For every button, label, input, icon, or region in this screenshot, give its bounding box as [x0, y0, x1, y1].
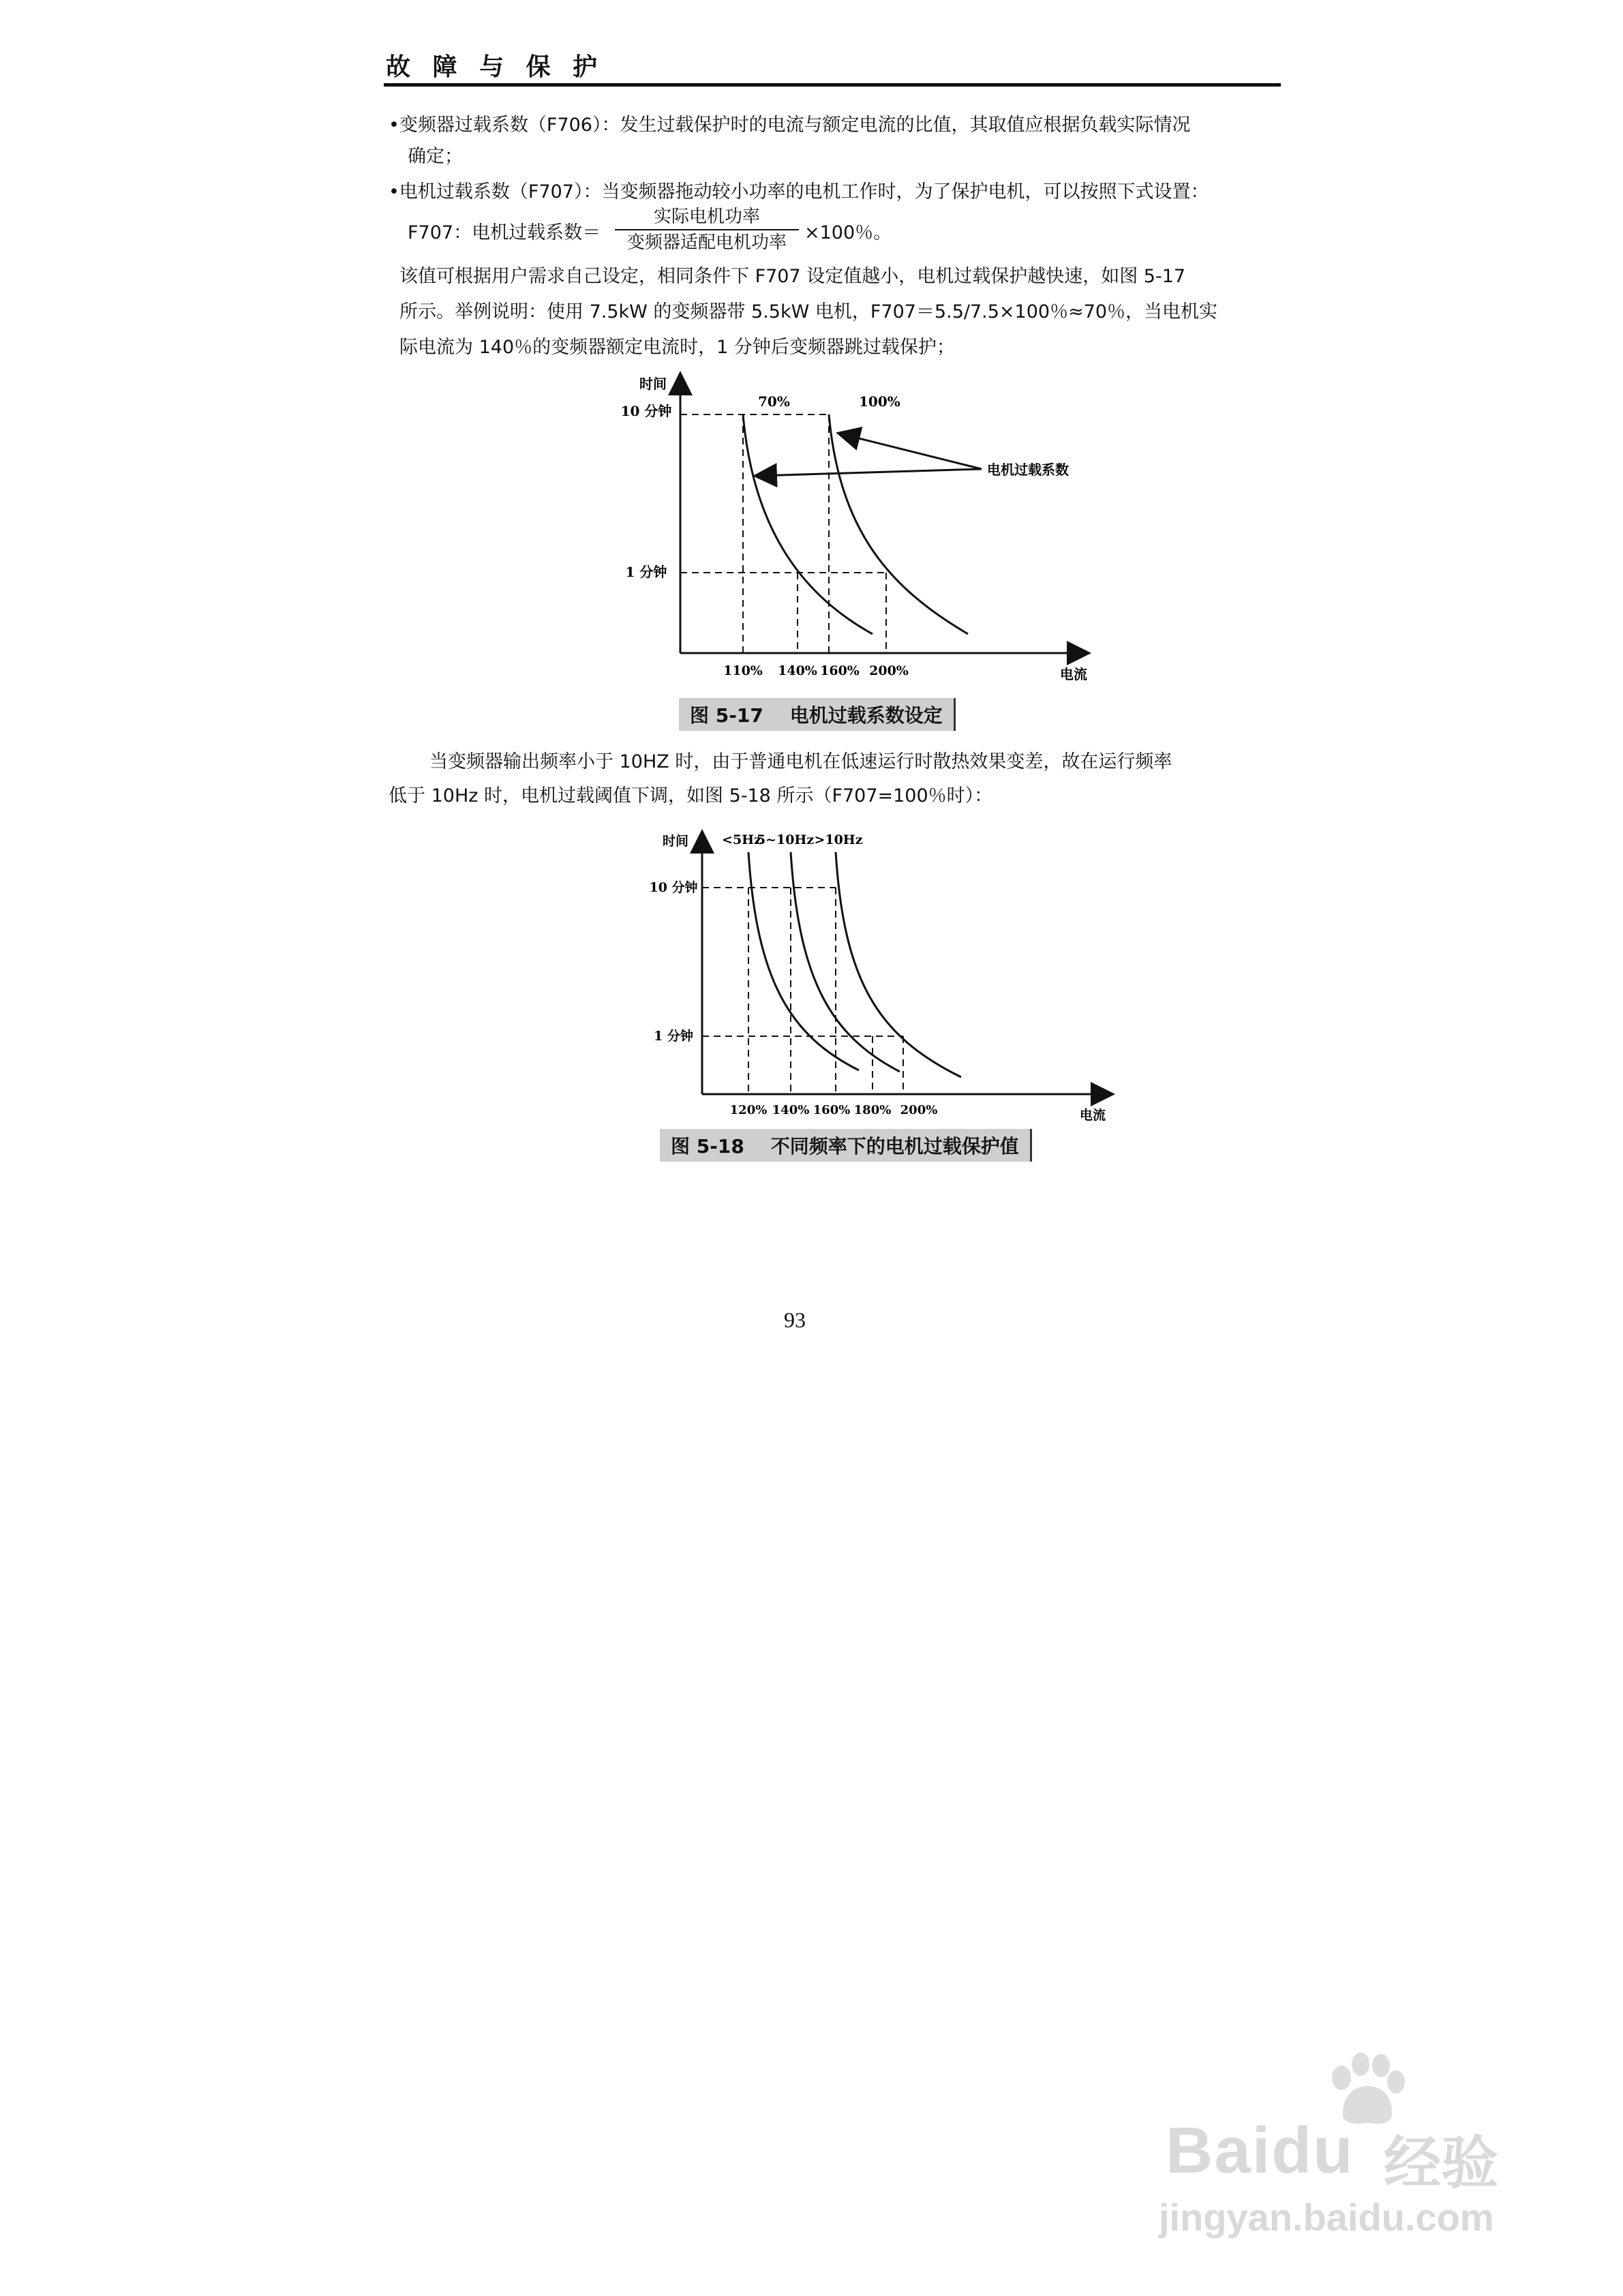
curve-lt5hz: [748, 852, 859, 1070]
paragraph-f707-line1: •电机过载系数（F707）：当变频器拖动较小功率的电机工作时，为了保护电机，可以按照下式设置：: [389, 181, 1209, 202]
y-tick-1min: 1 分钟: [654, 1029, 693, 1044]
x-axis-label: 电流: [1060, 666, 1087, 682]
paragraph-explain-line3: 际电流为 140％的变频器额定电流时，1 分钟后变频器跳过载保护；: [399, 337, 955, 358]
watermark-product: 经验: [1384, 2131, 1499, 2195]
annotation-arrow-lower: [757, 469, 982, 476]
figure-5-18-caption: 图 5-18 不同频率下的电机过载保护值: [660, 1129, 1032, 1162]
watermark-url: jingyan.baidu.com: [1159, 2196, 1494, 2239]
annotation-label: 电机过载系数: [987, 462, 1069, 478]
series-label-5-10hz: 5~10Hz: [756, 832, 815, 847]
header-rule: [384, 83, 1281, 87]
annotation-arrow-upper: [840, 434, 982, 469]
x-tick-140: 140%: [778, 663, 817, 678]
guide-lines: [680, 414, 886, 653]
series-label-lt5hz: <5Hz: [722, 832, 761, 847]
figure-5-17-caption: 图 5-17 电机过载系数设定: [679, 698, 956, 731]
curve-70-percent: [743, 414, 873, 634]
y-axis-label: 时间: [662, 834, 688, 849]
page-number: 93: [784, 1308, 806, 1332]
paragraph-explain-line1: 该值可根据用户需求自己设定，相同条件下 F707 设定值越小，电机过载保护越快速，如图 5-17: [399, 266, 1186, 287]
formula-denominator: 变频器适配电机功率: [626, 232, 787, 253]
x-tick-180: 180%: [853, 1103, 892, 1117]
x-tick-200: 200%: [900, 1103, 938, 1117]
x-axis-label: 电流: [1079, 1108, 1106, 1123]
paragraph-f706-line1: •变频器过载系数（F706）：发生过载保护时的电流与额定电流的比值，其取值应根据负载实际情况: [389, 115, 1191, 136]
x-tick-120: 120%: [729, 1103, 768, 1117]
x-tick-110: 110%: [723, 663, 763, 678]
formula-numerator: 实际电机功率: [653, 207, 760, 227]
paragraph-lowfreq-line2: 低于 10Hz 时，电机过载阈值下调，如图 5-18 所示（F707=100％时）：: [389, 785, 993, 806]
formula-fraction-bar: [615, 229, 799, 230]
y-axis-label: 时间: [639, 376, 667, 392]
formula-suffix: ×100％。: [804, 222, 892, 243]
series-label-gt10hz: >10Hz: [814, 832, 863, 847]
page-header: 故 障 与 保 护: [386, 53, 605, 81]
x-tick-160: 160%: [820, 663, 860, 678]
baidu-jingyan-watermark: [1159, 2052, 1541, 2256]
formula-fraction: [615, 206, 799, 254]
series-label-70: 70%: [758, 393, 790, 410]
paragraph-lowfreq-line1: 当变频器输出频率小于 10HZ 时，由于普通电机在低速运行时散热效果变差，故在运行频率: [429, 751, 1172, 772]
figure-5-18-chart: [627, 818, 1118, 1125]
guide-lines: [702, 888, 903, 1094]
watermark-brand: Baidu: [1166, 2114, 1354, 2187]
x-tick-200: 200%: [869, 663, 909, 678]
curve-5-10hz: [791, 852, 900, 1072]
y-tick-10min: 10 分钟: [649, 880, 698, 895]
paragraph-explain-line2: 所示。举例说明：使用 7.5kW 的变频器带 5.5kW 电机，F707＝5.5/7.5×100％≈70％，当电机实: [399, 301, 1218, 322]
x-tick-140: 140%: [772, 1103, 810, 1117]
y-tick-10min: 10 分钟: [620, 403, 672, 419]
y-tick-1min: 1 分钟: [625, 564, 667, 580]
series-label-100: 100%: [859, 393, 900, 410]
curve-gt10hz: [836, 852, 961, 1077]
paragraph-f706-line2: 确定；: [408, 146, 463, 167]
x-tick-160: 160%: [813, 1103, 851, 1117]
formula-label: F707：电机过载系数＝: [408, 222, 601, 243]
figure-5-17-chart: [586, 368, 1118, 689]
